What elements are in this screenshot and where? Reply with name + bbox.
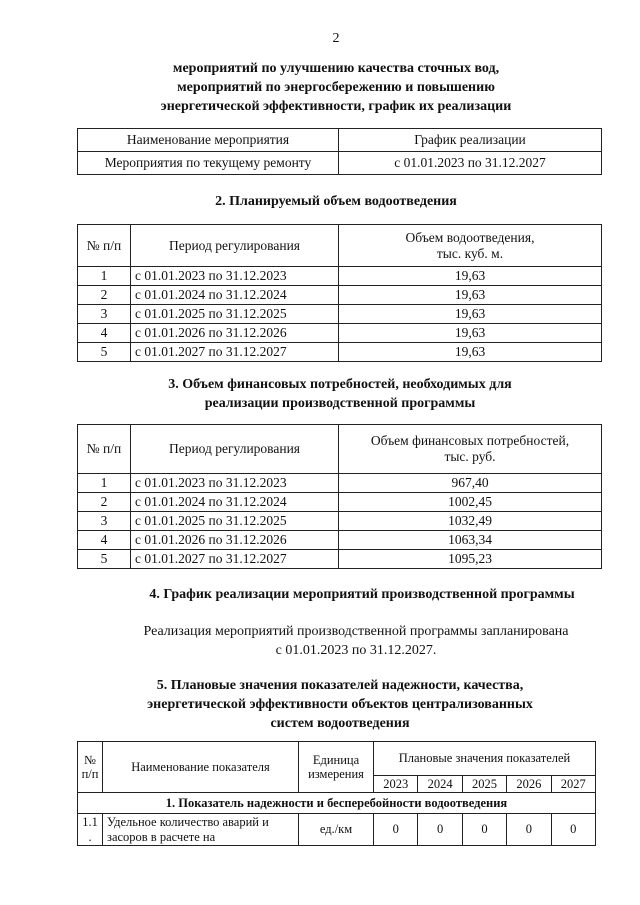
row-num: 2 bbox=[78, 286, 131, 305]
events-cell-schedule: с 01.01.2023 по 31.12.2027 bbox=[339, 152, 602, 175]
section4-title: 4. График реализации мероприятий производственной программы bbox=[149, 587, 575, 602]
row-num bbox=[78, 814, 103, 846]
row-period: с 01.01.2026 по 31.12.2026 bbox=[131, 324, 339, 343]
year-2026: 2026 bbox=[507, 776, 551, 793]
row-value-2024: 0 bbox=[418, 814, 462, 846]
financial-needs-table bbox=[77, 424, 602, 569]
row-period: с 01.01.2027 по 31.12.2027 bbox=[131, 343, 339, 362]
wastewater-volume-table bbox=[77, 224, 602, 362]
row-num: 2 bbox=[78, 493, 131, 512]
row-num-line: 1.1 bbox=[82, 815, 98, 830]
volume-header-period: Период регулирования bbox=[131, 225, 339, 267]
indicators-header-unit bbox=[299, 742, 374, 793]
table-row bbox=[78, 305, 602, 324]
row-value: 1032,49 bbox=[339, 512, 602, 531]
section1-title-line: энергетической эффективности, график их реализации bbox=[160, 99, 512, 114]
finance-header-value bbox=[339, 425, 602, 474]
volume-header-value-line: Объем водоотведения, bbox=[405, 229, 535, 245]
finance-header-num: № п/п bbox=[78, 425, 131, 474]
section4-text-line: с 01.01.2023 по 31.12.2027. bbox=[275, 643, 437, 658]
finance-header-period: Период регулирования bbox=[131, 425, 339, 474]
indicators-group-title: 1. Показатель надежности и бесперебойности водоотведения bbox=[78, 793, 596, 814]
table-row bbox=[78, 343, 602, 362]
row-value: 1002,45 bbox=[339, 493, 602, 512]
indicators-header-num bbox=[78, 742, 103, 793]
section5-title-line: 5. Плановые значения показателей надежности, качества, bbox=[156, 678, 524, 693]
row-value: 1095,23 bbox=[339, 550, 602, 569]
row-num: 5 bbox=[78, 550, 131, 569]
table-row bbox=[78, 493, 602, 512]
section3-title bbox=[0, 375, 640, 413]
row-unit: ед./км bbox=[299, 814, 374, 846]
row-name-line: засоров в расчете на bbox=[107, 829, 216, 844]
events-cell-name: Мероприятия по текущему ремонту bbox=[78, 152, 339, 175]
row-period: с 01.01.2024 по 31.12.2024 bbox=[131, 286, 339, 305]
row-value-2025: 0 bbox=[462, 814, 506, 846]
row-num: 1 bbox=[78, 474, 131, 493]
finance-header-value-line: тыс. руб. bbox=[444, 449, 496, 464]
table-row bbox=[78, 474, 602, 493]
row-value: 967,40 bbox=[339, 474, 602, 493]
section4-text-line: Реализация мероприятий производственной программы запланирована bbox=[143, 624, 569, 639]
row-num: 3 bbox=[78, 305, 131, 324]
indicators-header-num-line: № bbox=[84, 752, 96, 767]
year-2023: 2023 bbox=[374, 776, 418, 793]
row-period: с 01.01.2025 по 31.12.2025 bbox=[131, 305, 339, 324]
events-table bbox=[77, 128, 602, 175]
year-2025: 2025 bbox=[462, 776, 506, 793]
table-row bbox=[78, 267, 602, 286]
row-value: 19,63 bbox=[339, 343, 602, 362]
volume-header-value bbox=[339, 225, 602, 267]
indicators-header-unit-line: Единица bbox=[312, 752, 360, 767]
table-row bbox=[78, 324, 602, 343]
volume-header-num: № п/п bbox=[78, 225, 131, 267]
section2-title: 2. Планируемый объем водоотведения bbox=[215, 194, 457, 209]
row-value: 19,63 bbox=[339, 267, 602, 286]
row-value: 19,63 bbox=[339, 305, 602, 324]
indicators-header-num-line: п/п bbox=[81, 767, 99, 781]
section1-title bbox=[0, 59, 640, 116]
table-row bbox=[78, 286, 602, 305]
row-value: 19,63 bbox=[339, 286, 602, 305]
row-num: 1 bbox=[78, 267, 131, 286]
row-period: с 01.01.2024 по 31.12.2024 bbox=[131, 493, 339, 512]
row-value-2023: 0 bbox=[374, 814, 418, 846]
row-value: 1063,34 bbox=[339, 531, 602, 550]
table-row bbox=[78, 814, 596, 846]
table-row bbox=[78, 512, 602, 531]
row-value-2027: 0 bbox=[551, 814, 596, 846]
year-2024: 2024 bbox=[418, 776, 462, 793]
section5-title bbox=[0, 676, 640, 733]
indicators-table bbox=[77, 741, 596, 846]
events-header-schedule: График реализации bbox=[339, 129, 602, 152]
row-num: 4 bbox=[78, 531, 131, 550]
indicators-header-unit-line: измерения bbox=[308, 767, 364, 781]
year-2027: 2027 bbox=[551, 776, 596, 793]
finance-header-value-line: Объем финансовых потребностей, bbox=[370, 433, 570, 449]
row-num: 4 bbox=[78, 324, 131, 343]
row-period: с 01.01.2027 по 31.12.2027 bbox=[131, 550, 339, 569]
table-row bbox=[78, 550, 602, 569]
row-num: 5 bbox=[78, 343, 131, 362]
section1-title-line: мероприятий по энергосбережению и повышению bbox=[177, 80, 495, 95]
row-period: с 01.01.2026 по 31.12.2026 bbox=[131, 531, 339, 550]
section5-title-line: систем водоотведения bbox=[270, 716, 410, 731]
page-number: 2 bbox=[332, 31, 340, 46]
section1-title-line: мероприятий по улучшению качества сточных вод, bbox=[172, 61, 500, 76]
row-value: 19,63 bbox=[339, 324, 602, 343]
row-value-2026: 0 bbox=[507, 814, 551, 846]
section3-title-line: реализации производственной программы bbox=[204, 396, 476, 411]
row-name-line: Удельное количество аварий и bbox=[107, 815, 269, 830]
indicators-header-name: Наименование показателя bbox=[103, 742, 299, 793]
section4-text bbox=[0, 622, 640, 660]
volume-header-value-line: тыс. куб. м. bbox=[436, 245, 504, 261]
row-name bbox=[103, 814, 299, 846]
row-period: с 01.01.2023 по 31.12.2023 bbox=[131, 267, 339, 286]
row-period: с 01.01.2023 по 31.12.2023 bbox=[131, 474, 339, 493]
row-num: 3 bbox=[78, 512, 131, 531]
indicators-header-plan: Плановые значения показателей bbox=[374, 742, 596, 776]
table-row bbox=[78, 531, 602, 550]
row-num-line: . bbox=[88, 829, 92, 844]
section5-title-line: энергетической эффективности объектов централизованных bbox=[147, 697, 533, 712]
row-period: с 01.01.2025 по 31.12.2025 bbox=[131, 512, 339, 531]
events-header-name: Наименование мероприятия bbox=[78, 129, 339, 152]
section3-title-line: 3. Объем финансовых потребностей, необходимых для bbox=[168, 377, 512, 392]
